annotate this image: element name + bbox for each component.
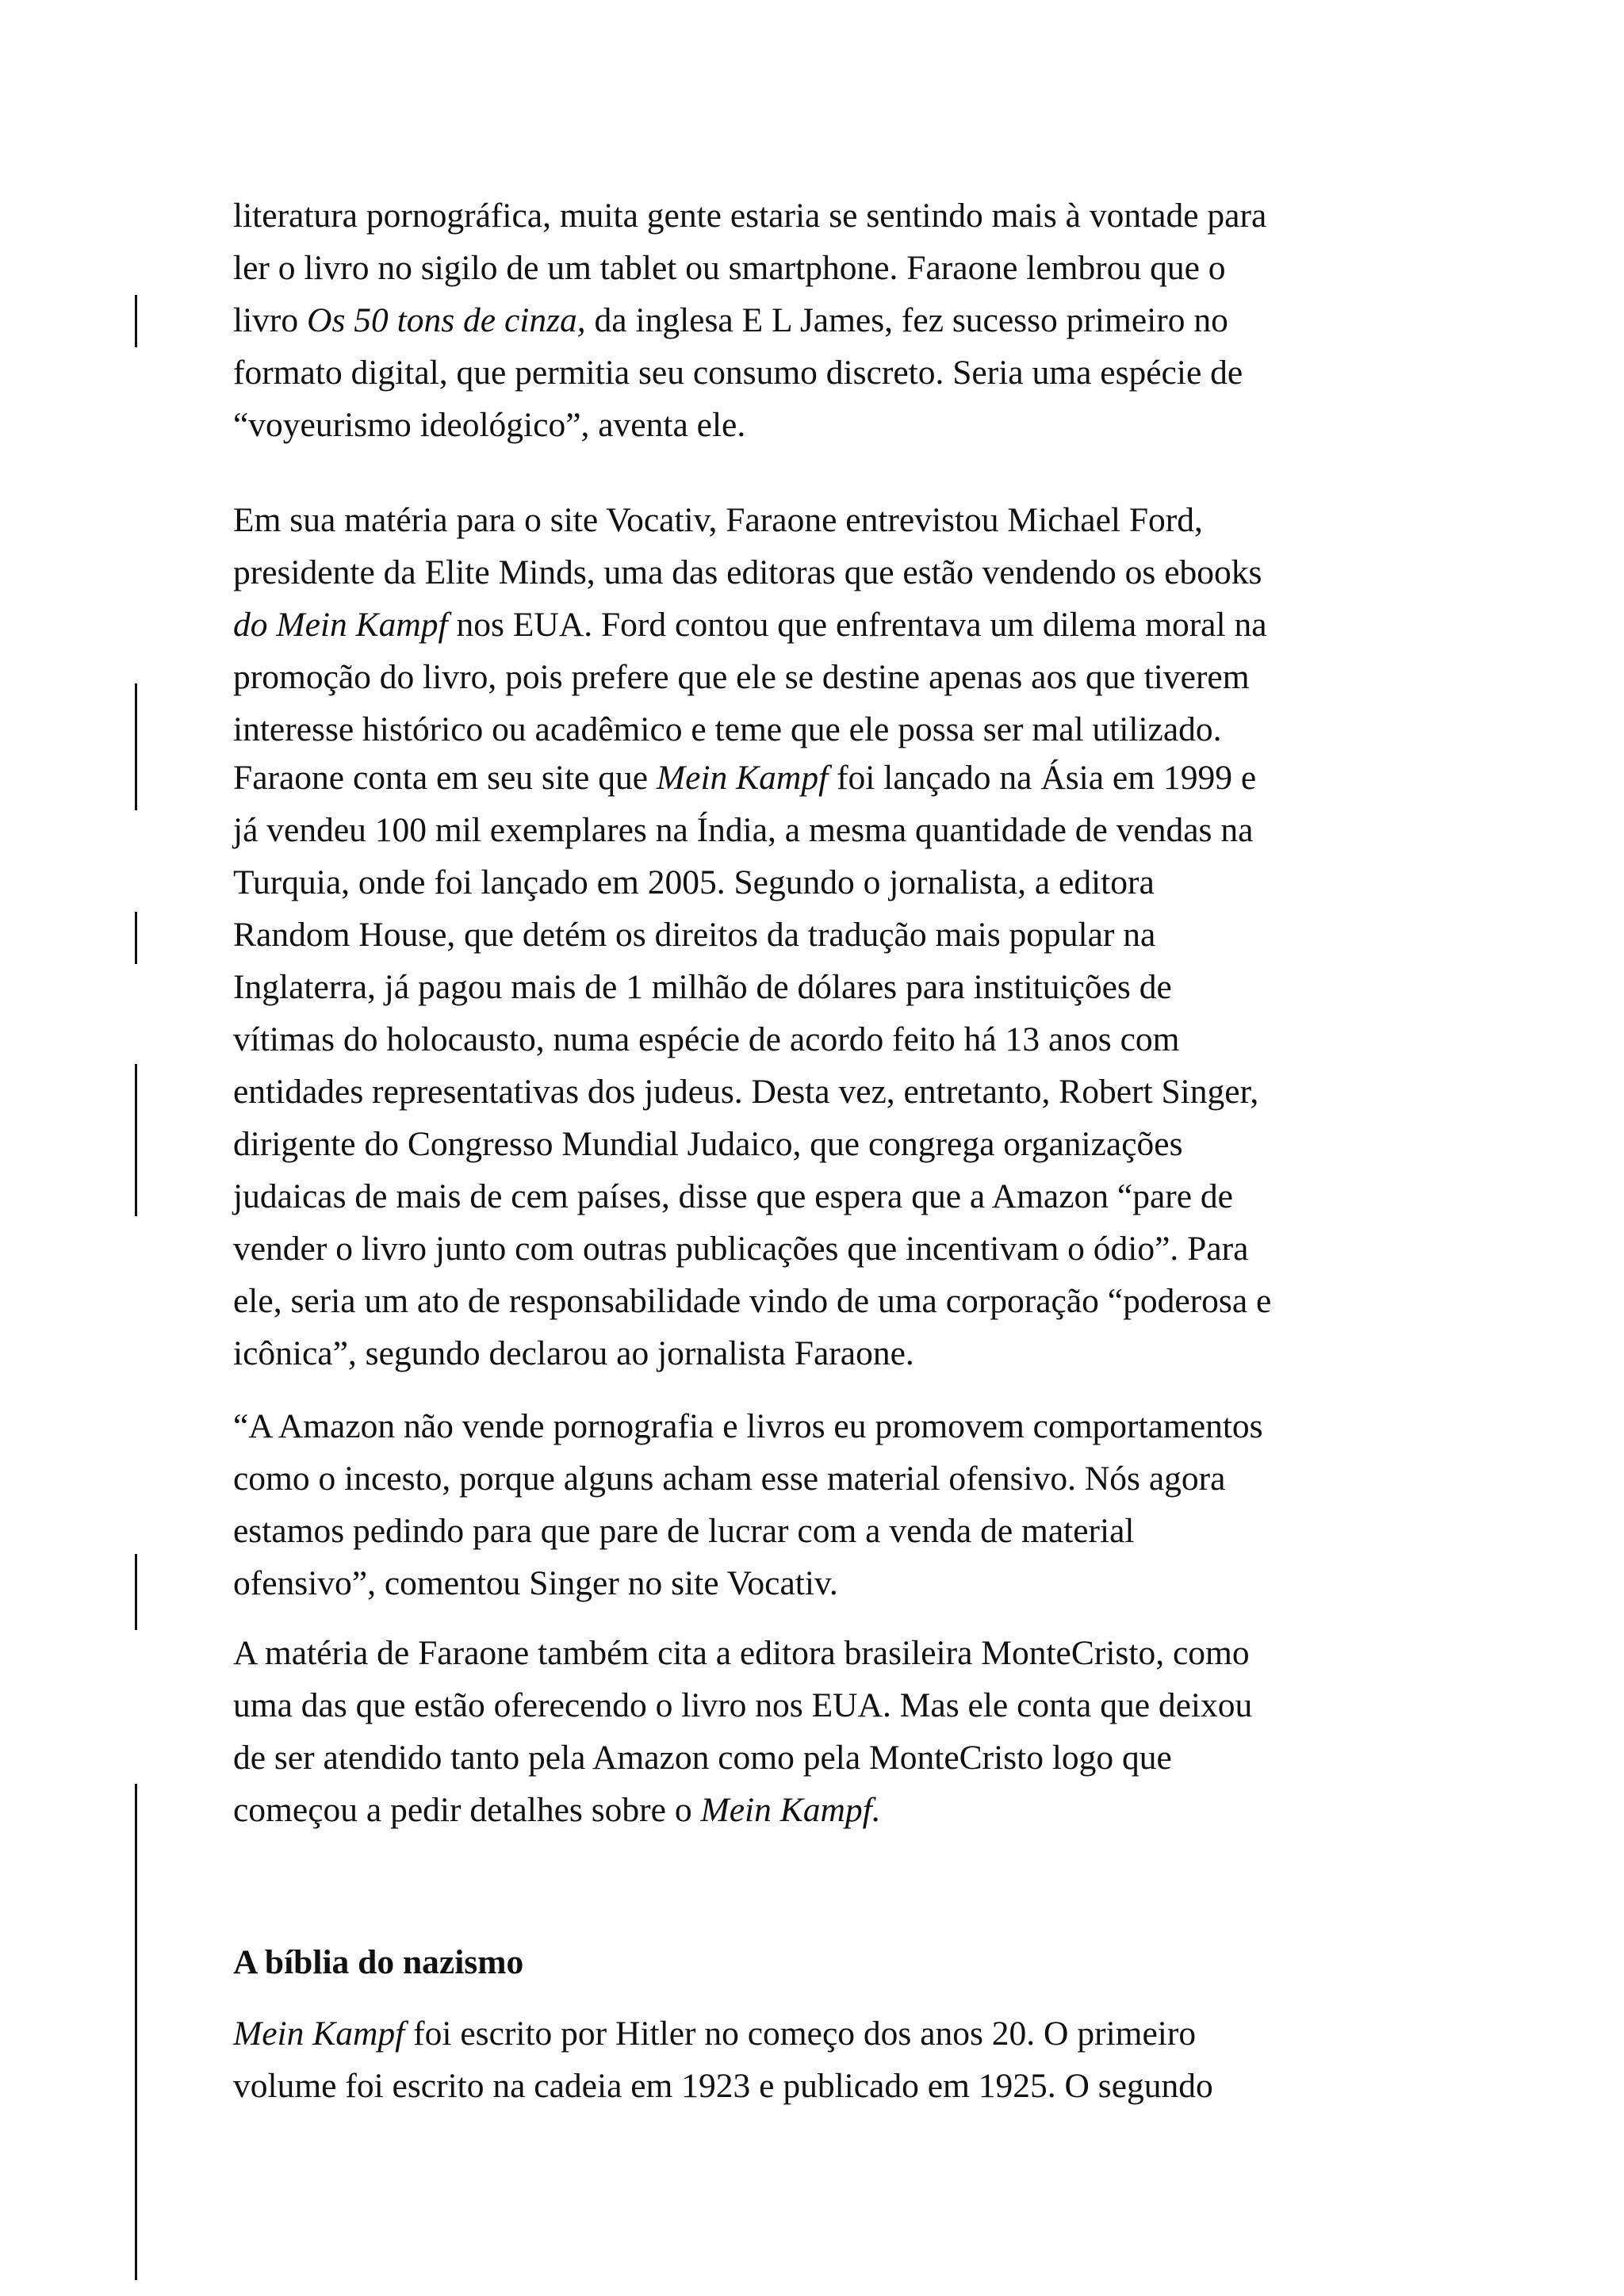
text-line [233,294,1438,346]
text-line [233,346,1438,399]
text-run: Turquia, onde foi lançado em 2005. Segundo o jornalista, a editora [233,863,1155,901]
text-line [233,1013,1438,1066]
text-run: A matéria de Faraone também cita a editora brasileira MonteCristo, como [233,1634,1250,1672]
text-run: como o incesto, porque alguns acham esse material ofensivo. Nós agora [233,1460,1226,1498]
revision-bar [135,295,137,347]
text-run: já vendeu 100 mil exemplares na Índia, a mesma quantidade de vendas na [233,811,1254,849]
text-run: dirigente do Congresso Mundial Judaico, que congrega organizações [233,1125,1183,1163]
text-run: promoção do livro, pois prefere que ele se destine apenas aos que tiverem [233,658,1250,696]
text-line [233,242,1438,294]
text-run: vender o livro junto com outras publicações que incentivam o ódio”. Para [233,1230,1249,1268]
text-run: judaicas de mais de cem países, disse que espera que a Amazon “pare de [233,1177,1233,1215]
text-line [233,804,1438,856]
text-run: ele, seria um ato de responsabilidade vindo de uma corporação “poderosa e [233,1282,1272,1320]
section-heading: A bíblia do nazismo [233,1943,524,1981]
text-run: vítimas do holocausto, numa espécie de acordo feito há 13 anos com [233,1020,1180,1058]
paragraph [233,752,1438,1380]
italic-run: Os 50 tons de cinza, [307,301,586,339]
italic-run: Mein Kampf [233,2015,405,2053]
text-line [233,856,1438,909]
paragraph-text [233,494,1438,756]
text-line [233,1732,1438,1784]
text-run: icônica”, segundo declarou ao jornalista Faraone. [233,1334,914,1372]
paragraph [233,494,1438,756]
text-run: da inglesa E L James, fez sucesso primeiro no [585,301,1228,339]
text-line [233,1223,1438,1275]
text-line [233,961,1438,1013]
text-run: ofensivo”, comentou Singer no site Vocativ. [233,1564,838,1602]
text-line [233,1784,1438,1836]
paragraph-text [233,752,1438,1380]
revision-bar [135,683,137,810]
text-line [233,703,1438,756]
text-line [233,399,1438,451]
text-line [233,1679,1438,1732]
revision-bar [135,1784,137,2280]
text-run: interesse histórico ou acadêmico e teme que ele possa ser mal utilizado. [233,710,1222,748]
text-line [233,651,1438,703]
text-run: entidades representativas dos judeus. Desta vez, entretanto, Robert Singer, [233,1073,1259,1111]
text-run: nos EUA. Ford contou que enfrentava um dilema moral na [447,606,1267,644]
paragraph-text [233,189,1438,451]
paragraph-text [233,1400,1438,1609]
text-run: de ser atendido tanto pela Amazon como pela MonteCristo logo que [233,1739,1172,1777]
text-run: foi lançado na Ásia em 1999 e [828,759,1257,797]
text-run: Em sua matéria para o site Vocativ, Faraone entrevistou Michael Ford, [233,501,1203,539]
text-line [233,1066,1438,1118]
text-line [233,1452,1438,1505]
italic-run: Mein Kampf. [700,1791,881,1829]
text-run: começou a pedir detalhes sobre o [233,1791,701,1829]
text-line [233,1627,1438,1679]
text-run: livro [233,301,308,339]
text-line [233,1118,1438,1170]
italic-run: do Mein Kampf [233,606,448,644]
text-line [233,1400,1438,1452]
text-line [233,189,1438,242]
italic-run: Mein Kampf [656,759,829,797]
text-run: foi escrito por Hitler no começo dos anos 20. O primeiro [404,2015,1197,2053]
text-line [233,1505,1438,1557]
text-line [233,752,1438,804]
paragraph-text [233,1627,1438,1836]
text-run: “voyeurismo ideológico”, aventa ele. [233,406,746,444]
text-line [233,1170,1438,1223]
text-run: “A Amazon não vende pornografia e livros eu promovem comportamentos [233,1407,1263,1445]
revision-bar [135,1064,137,1216]
text-line [233,2007,1438,2060]
text-line [233,599,1438,651]
text-run: presidente da Elite Minds, uma das editoras que estão vendendo os ebooks [233,553,1262,591]
text-run: estamos pedindo para que pare de lucrar com a venda de material [233,1512,1135,1550]
text-run: formato digital, que permitia seu consumo discreto. Seria uma espécie de [233,354,1243,392]
text-line [233,1557,1438,1609]
paragraph-text [233,2007,1438,2112]
text-line [233,546,1438,599]
paragraph [233,189,1438,451]
text-line [233,1275,1438,1327]
text-run: uma das que estão oferecendo o livro nos EUA. Mas ele conta que deixou [233,1686,1253,1724]
text-line [233,909,1438,961]
text-run: volume foi escrito na cadeia em 1923 e publicado em 1925. O segundo [233,2067,1213,2105]
text-run: ler o livro no sigilo de um tablet ou smartphone. Faraone lembrou que o [233,249,1226,287]
text-run: Faraone conta em seu site que [233,759,657,797]
paragraph [233,2007,1438,2112]
paragraph [233,1627,1438,1836]
revision-bar [135,1554,137,1630]
revision-bar [135,912,137,964]
text-line [233,1327,1438,1380]
text-line [233,2060,1438,2112]
paragraph [233,1400,1438,1609]
text-line [233,494,1438,546]
text-run: Random House, que detém os direitos da tradução mais popular na [233,916,1156,954]
text-run: Inglaterra, já pagou mais de 1 milhão de dólares para instituições de [233,968,1172,1006]
text-run: literatura pornográfica, muita gente estaria se sentindo mais à vontade para [233,197,1267,235]
